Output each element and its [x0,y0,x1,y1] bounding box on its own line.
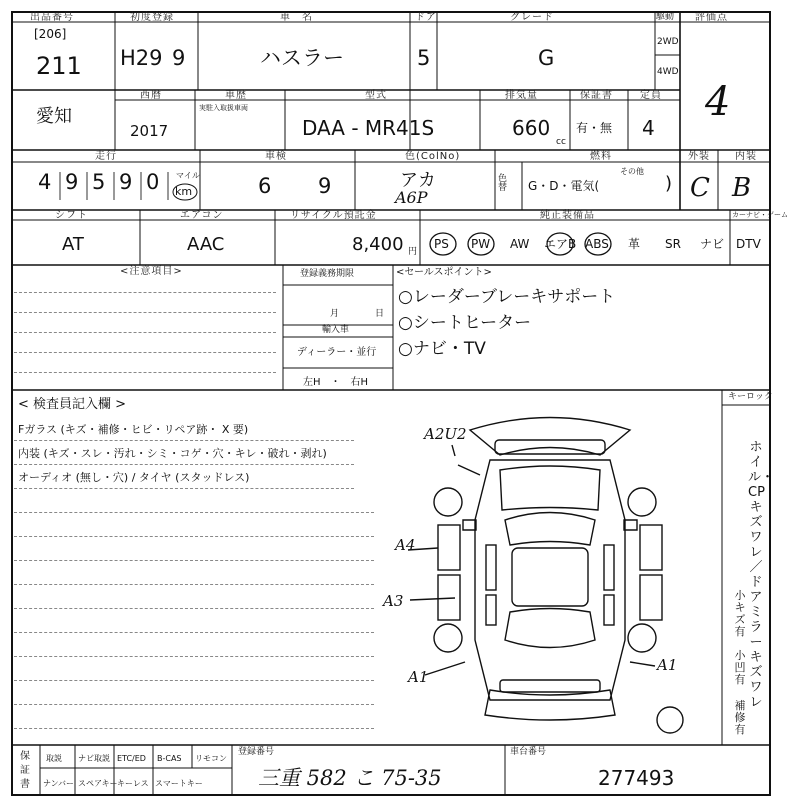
recycle-header: リサイクル預託金 [290,210,377,221]
grade-header: グレード [510,12,554,23]
first-reg-year: H29 [120,46,163,70]
history-note: 実駐入取扱車両 [199,104,248,112]
capacity: 4 [642,116,655,140]
history-header: 車歴 [225,90,247,101]
exterior-grade: C [690,173,710,203]
drive-header: 駆動 [656,12,675,22]
score: 4 [705,79,731,125]
inspector-line: オーディオ (無し・穴) / タイヤ (スタッドレス) [18,471,250,484]
color-change-label: 色替 [498,174,508,193]
reg-day: 日 [375,309,385,319]
side-label-4: 補修有 [734,699,746,736]
equip-abs: ABS [585,237,609,251]
color-header: 色(ColNo) [405,151,461,162]
color-code: A6P [395,188,428,207]
inspector-title: < 検査員記入欄 > [18,397,127,412]
lot-header: 出品番号 [30,12,74,23]
doc-item: B-CAS [157,754,182,763]
doc-item: 取説 [46,754,62,763]
plate-header: 登録番号 [238,747,275,757]
doc-item: リモコン [195,754,227,763]
mileage-digit: 0 [146,170,160,194]
damage-mark: A1 [408,668,429,686]
side-label-3: 小凹有 [734,649,746,686]
import-header: 輸入車 [322,325,350,335]
exterior-header: 外装 [688,151,710,162]
chassis-header: 車台番号 [510,747,547,757]
remarks-header: <注意項目> [120,266,183,277]
mileage-digit: 4 [38,170,52,194]
km-unit: km [175,185,193,198]
steering: 左H ・ 右H [303,377,369,388]
navi-type-header: カーナビ・ゲーム [732,211,788,219]
grade: G [538,46,555,70]
equipment-header: 純正装備品 [540,210,595,221]
warranty-header: 保証書 [580,90,613,101]
lot-number: 211 [36,52,82,80]
interior-grade: B [732,173,752,203]
selling-point: ○ナビ・TV [398,339,486,359]
lot-sub: [206] [34,27,67,41]
reg-deadline-header: 登録義務期限 [300,269,355,279]
equip-leather: 革 [628,237,641,251]
shaken-header: 車検 [265,151,287,162]
damage-mark: A3 [383,592,404,610]
equip-ps: PS [434,237,449,251]
doc-item: ナビ取説 [78,754,110,763]
score-header: 評価点 [695,12,728,23]
mileage-header: 走行 [95,151,117,162]
drive-2wd: 2WD [657,37,679,47]
equip-aw: AW [510,237,530,251]
doors-header: ドア [415,12,437,23]
doc-item: ナンバー [43,779,75,788]
side-label-1: ホイル・CPキズ ワレ／ドアミラーキズ ワレ [748,440,775,710]
shift-header: シフト [55,210,88,221]
mile-unit: マイル [176,171,200,180]
displacement: 660 [512,116,551,140]
first-reg-header: 初度登録 [130,12,174,23]
doors: 5 [417,46,431,70]
displacement-header: 排気量 [505,90,538,101]
model-year-header: 西暦 [140,90,162,101]
fuel-close-paren: ) [665,173,673,194]
aircon: AAC [187,234,225,255]
model-header: 型式 [365,90,387,101]
fuel: G・D・電気( [528,179,600,193]
recycle-amount: 8,400 [352,234,404,255]
warranty-choice: 有・無 [576,121,613,135]
equip-pw: PW [471,237,491,251]
first-reg-month: 9 [172,46,186,70]
model-code: DAA - MR41S [302,116,435,140]
interior-header: 内装 [735,151,757,162]
shift: AT [62,234,84,255]
chassis-number: 277493 [598,766,675,790]
car-name: ハスラー [260,46,344,70]
equip-sunroof: SR [665,237,681,251]
plate-number: 三重 582 こ 75-35 [258,766,442,790]
dealer-parallel: ディーラー・並行 [297,347,377,358]
selling-point: ○シートヒーター [398,313,532,333]
selling-point: ○レーダーブレーキサポート [398,287,616,307]
doc-item: キーレス [117,779,149,788]
color: アカ [400,170,436,191]
doc-item: スマートキー [155,779,203,788]
fuel-other: その他 [620,167,644,176]
car-name-header: 車 名 [280,12,313,23]
docs-header: 保証書 [20,751,30,790]
inspector-line: Fガラス (キズ・補修・ヒビ・リペア跡・ X 要) [18,423,249,436]
damage-mark: A4 [395,536,416,554]
mileage-digit: 9 [65,170,79,194]
equip-dtv: DTV [736,237,761,251]
prefecture: 愛知 [36,106,72,127]
mileage-digit: 9 [119,170,133,194]
equip-navi: ナビ [700,237,725,251]
fuel-header: 燃料 [590,151,612,162]
key-lock: キーロック [728,392,773,402]
doc-item: ETC/ED [117,754,146,763]
shaken-month: 6 [258,174,272,198]
reg-month: 月 [330,309,340,319]
capacity-header: 定員 [640,90,662,101]
mileage-digit: 5 [92,170,106,194]
shaken-day: 9 [318,174,332,198]
doc-item: スペアキー [78,779,118,788]
drive-4wd: 4WD [657,67,679,77]
selling-points-header: <セールスポイント> [396,267,492,278]
model-year: 2017 [130,122,169,140]
damage-mark: A2U2 [424,425,467,443]
equip-airbag: エアB [544,237,577,251]
damage-mark: A1 [657,656,678,674]
cc-unit: cc [556,137,566,147]
side-label-2: 小キズ有 [734,589,746,638]
recycle-unit: 円 [408,247,418,257]
aircon-header: エアコン [180,210,224,221]
inspector-line: 内装 (キズ・スレ・汚れ・シミ・コゲ・穴・キレ・破れ・剥れ) [18,447,327,460]
